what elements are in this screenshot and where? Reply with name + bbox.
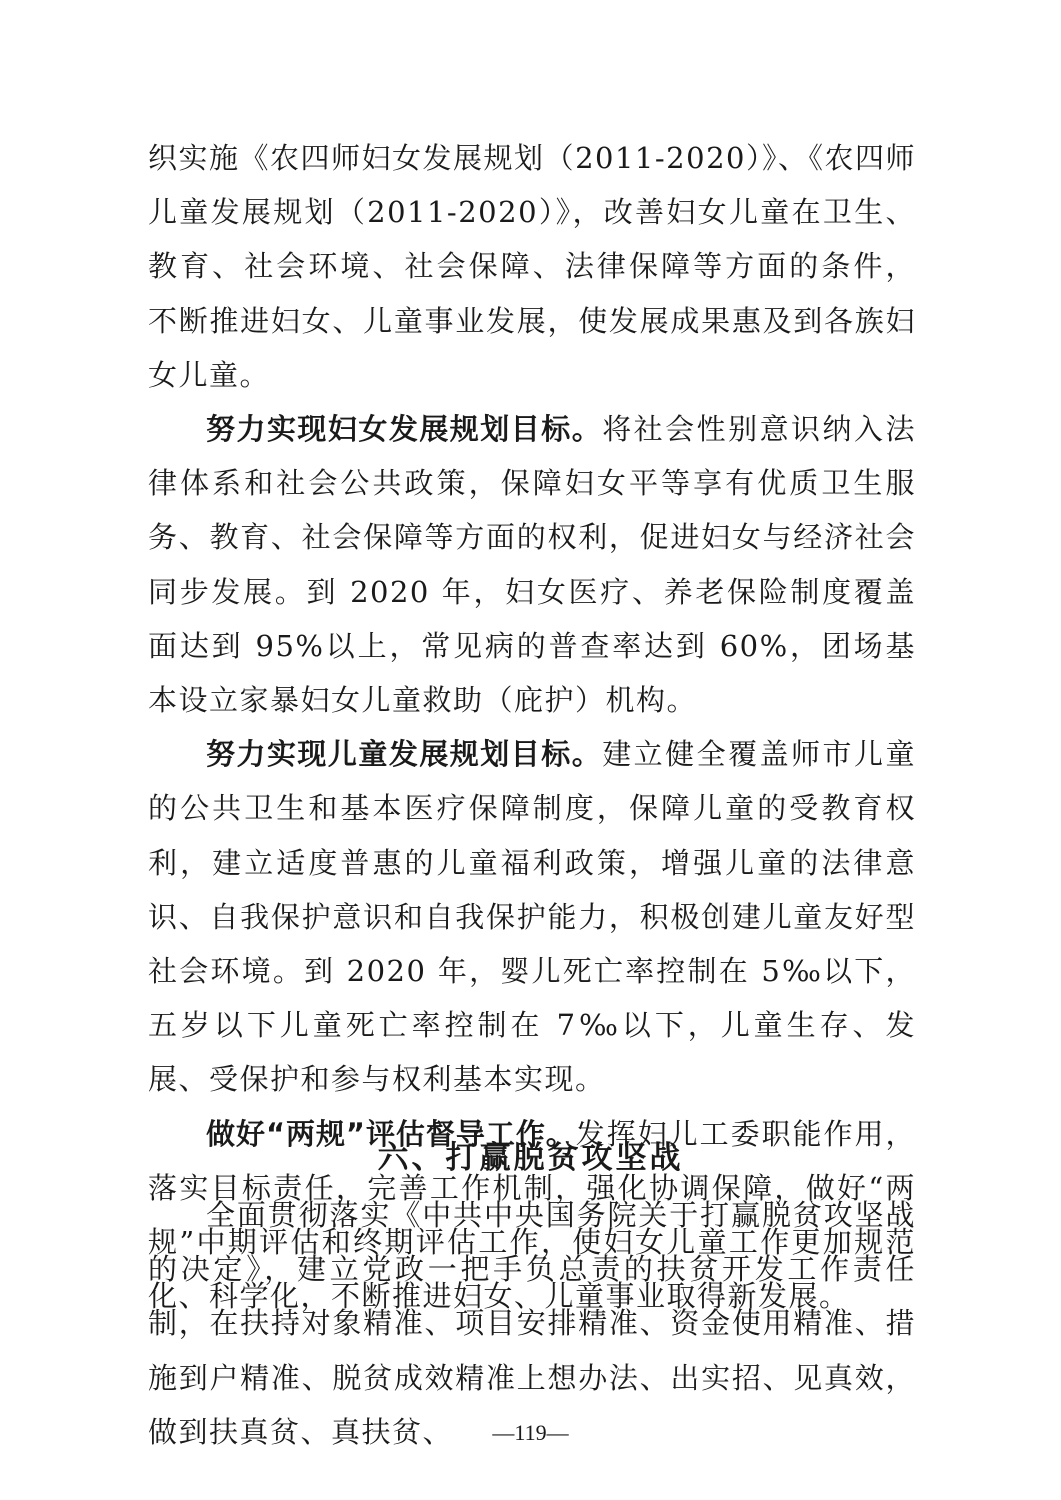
paragraph-text: 建立健全覆盖师市儿童的公共卫生和基本医疗保障制度，保障儿童的受教育权利，建立适度普惠的儿童福利政策，增强儿童的法律意识、自我保护意识和自我保护能力，积极创建儿童友好型社会环境。到 2020 年，婴儿死亡率控制在 5‰以下，五岁以下儿童死亡率控制在 7‰以下，儿童生存、发展、受保护和参与权利基本实现。	[148, 737, 916, 1097]
page-number: —119—	[492, 1420, 569, 1445]
paragraph-text: 织实施《农四师妇女发展规划（2011-2020）》、《农四师儿童发展规划（2011-2020）》，改善妇女儿童在卫生、教育、社会环境、社会保障、法律保障等方面的条件， 不断推进妇女、儿童事业发展，使发展成果惠及到各族妇女儿童。	[148, 141, 916, 392]
paragraph-children-goals	[148, 727, 916, 1106]
paragraph-lead: 努力实现妇女发展规划目标。	[206, 412, 603, 447]
paragraph-women-goals	[148, 402, 916, 727]
paragraph-text: 全面贯彻落实《中共中央国务院关于打赢脱贫攻坚战的决定》，建立党政一把手负总责的扶贫开发工作责任制，在扶持对象精准、项目安排精准、资金使用精准、措施到户精准、脱贫成效精准上想办法、出实招、见真效，做到扶真贫、真扶贫、	[148, 1198, 916, 1449]
paragraph-continuation	[148, 131, 916, 402]
body-text-bottom	[148, 1188, 916, 1459]
paragraph-lead: 努力实现儿童发展规划目标。	[206, 737, 603, 772]
paragraph-lead: 做好“两规”评估督导工作。	[206, 1116, 576, 1151]
paragraph-text: 发挥妇儿工委职能作用，落实目标责任，完善工作机制，强化协调保障，做好“两规”中期评估和终期评估工作，使妇女儿童工作更加规范化、科学化，不断推进妇女、儿童事业取得新发展。	[148, 1116, 916, 1314]
section-heading: 六、打赢脱贫攻坚战	[377, 1140, 684, 1176]
paragraph-text: 将社会性别意识纳入法律体系和社会公共政策，保障妇女平等享有优质卫生服务、教育、社会保障等方面的权利，促进妇女与经济社会同步发展。到 2020 年，妇女医疗、养老保险制度覆盖面达到 95%以上，常见病的普查率达到 60%，团场基本设立家暴妇女儿童救助（庇护）机构。	[148, 412, 916, 718]
paragraph-poverty	[148, 1188, 916, 1459]
